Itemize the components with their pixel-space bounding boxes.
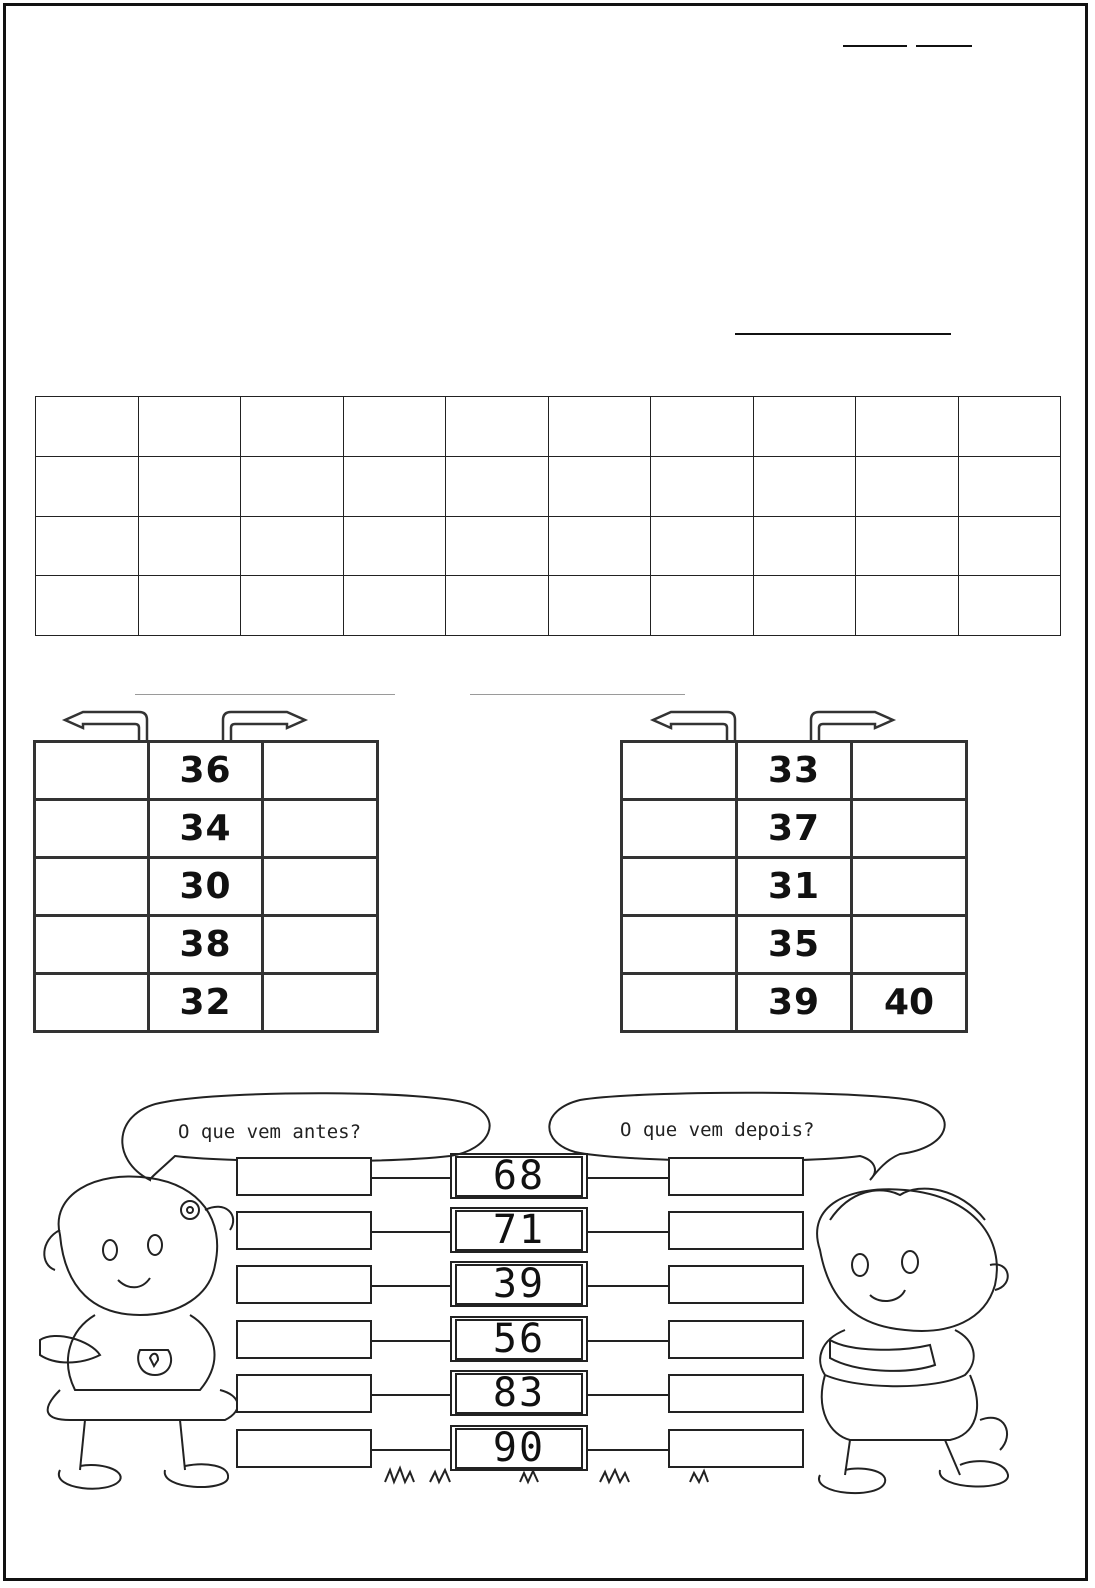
- blank-line-date-month: [916, 45, 972, 47]
- arrow-right-icon: [223, 712, 305, 740]
- number-value: 71: [455, 1210, 583, 1251]
- after-answer-box[interactable]: [668, 1157, 804, 1196]
- before-cell[interactable]: [622, 974, 737, 1032]
- after-cell[interactable]: [852, 858, 967, 916]
- after-cell[interactable]: [852, 916, 967, 974]
- after-answer-box[interactable]: [668, 1211, 804, 1250]
- number-cell: 39: [737, 974, 852, 1032]
- number-cell: 33: [737, 742, 852, 800]
- grid-row: [36, 456, 1061, 516]
- number-cell: 32: [149, 974, 263, 1032]
- ladder-row: [35, 974, 378, 1032]
- before-answer-box[interactable]: [236, 1320, 372, 1359]
- before-cell[interactable]: [35, 800, 149, 858]
- number-value: 90: [455, 1428, 583, 1469]
- ladder-left-arrows: [55, 706, 355, 742]
- after-answer-box[interactable]: [668, 1265, 804, 1304]
- arrow-left-icon: [65, 712, 147, 740]
- connector-line: [588, 1449, 668, 1451]
- before-cell[interactable]: [35, 974, 149, 1032]
- after-cell[interactable]: [263, 800, 378, 858]
- number-box: [450, 1316, 588, 1362]
- number-cell: 36: [149, 742, 263, 800]
- after-answer-box[interactable]: [668, 1320, 804, 1359]
- ladder-right-table: [620, 740, 968, 1033]
- connector-line: [588, 1394, 668, 1396]
- before-cell[interactable]: [35, 858, 149, 916]
- after-cell[interactable]: 40: [852, 974, 967, 1032]
- before-cell[interactable]: [622, 916, 737, 974]
- blank-line-date-day: [843, 45, 907, 47]
- after-answer-box[interactable]: [668, 1374, 804, 1413]
- faint-line: [135, 694, 395, 695]
- ladder-right-arrows: [643, 706, 943, 742]
- grid-row: [36, 397, 1061, 457]
- after-cell[interactable]: [263, 858, 378, 916]
- connector-line: [372, 1285, 450, 1287]
- before-answer-box[interactable]: [236, 1374, 372, 1413]
- connector-line: [588, 1285, 668, 1287]
- number-value: 39: [455, 1264, 583, 1305]
- after-answer-box[interactable]: [668, 1429, 804, 1468]
- number-grid: [35, 396, 1061, 636]
- ladder-row: [622, 916, 967, 974]
- before-cell[interactable]: [35, 742, 149, 800]
- before-cell[interactable]: [35, 916, 149, 974]
- before-answer-box[interactable]: [236, 1157, 372, 1196]
- number-value: 56: [455, 1319, 583, 1360]
- after-cell[interactable]: [852, 800, 967, 858]
- grid-row: [36, 576, 1061, 636]
- arrow-right-icon: [811, 712, 893, 740]
- ladder-row: [35, 800, 378, 858]
- girl-illustration-icon: [40, 1177, 238, 1489]
- ladder-row: [622, 974, 967, 1032]
- number-box: [450, 1153, 588, 1199]
- bubble-right-text: O que vem depois?: [620, 1119, 815, 1141]
- before-answer-box[interactable]: [236, 1211, 372, 1250]
- after-cell[interactable]: [263, 974, 378, 1032]
- connector-line: [372, 1177, 450, 1179]
- boy-illustration-icon: [817, 1189, 1008, 1494]
- number-box: [450, 1261, 588, 1307]
- faint-line: [470, 694, 685, 695]
- ladder-row: [35, 858, 378, 916]
- number-value: 83: [455, 1373, 583, 1414]
- number-value: 68: [455, 1156, 583, 1197]
- ladder-left-table: [33, 740, 379, 1033]
- ladder-row: [622, 858, 967, 916]
- number-cell: 37: [737, 800, 852, 858]
- blank-line-name: [735, 333, 951, 335]
- number-box: [450, 1207, 588, 1253]
- before-answer-box[interactable]: [236, 1265, 372, 1304]
- number-cell: 34: [149, 800, 263, 858]
- connector-line: [372, 1449, 450, 1451]
- arrow-left-icon: [653, 712, 735, 740]
- number-cell: 31: [737, 858, 852, 916]
- ladder-row: [622, 800, 967, 858]
- bubble-left-text: O que vem antes?: [178, 1121, 362, 1143]
- number-cell: 38: [149, 916, 263, 974]
- grid-row: [36, 516, 1061, 576]
- before-answer-box[interactable]: [236, 1429, 372, 1468]
- before-cell[interactable]: [622, 742, 737, 800]
- number-box: [450, 1370, 588, 1416]
- number-box: [450, 1425, 588, 1471]
- connector-line: [588, 1340, 668, 1342]
- connector-line: [588, 1231, 668, 1233]
- number-cell: 30: [149, 858, 263, 916]
- after-cell[interactable]: [263, 742, 378, 800]
- ladder-row: [35, 742, 378, 800]
- before-cell[interactable]: [622, 858, 737, 916]
- after-cell[interactable]: [263, 916, 378, 974]
- after-cell[interactable]: [852, 742, 967, 800]
- number-cell: 35: [737, 916, 852, 974]
- connector-line: [372, 1394, 450, 1396]
- connector-line: [372, 1340, 450, 1342]
- before-cell[interactable]: [622, 800, 737, 858]
- ladder-row: [622, 742, 967, 800]
- connector-line: [372, 1231, 450, 1233]
- connector-line: [588, 1177, 668, 1179]
- ladder-row: [35, 916, 378, 974]
